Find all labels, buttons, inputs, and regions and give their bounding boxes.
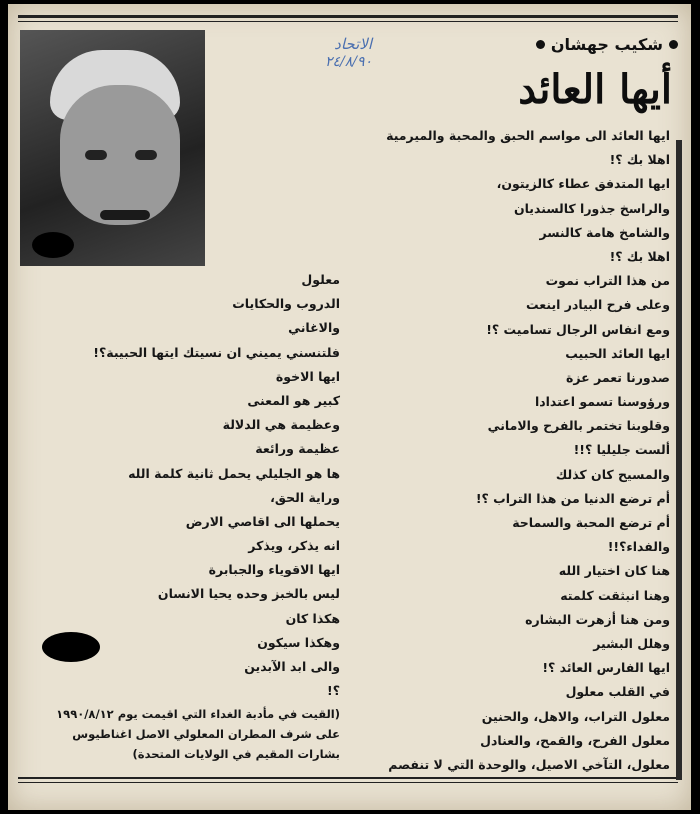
poem-line: والشامخ هامة كالنسر — [539, 224, 670, 240]
poem-line: وعلى فرح البيادر اينعت — [526, 297, 670, 313]
poem-line: عظيمة ورائعة — [255, 441, 340, 457]
poem-line: أم ترضع المحبة والسماحة — [512, 515, 670, 530]
author-name: شكيب جهشان — [550, 34, 663, 54]
poem-line: معلول، التآخي الاصيل، والوحدة التي لا تنفصم — [388, 756, 670, 772]
poem-line: والراسخ جذورا كالسنديان — [513, 200, 670, 216]
bullet-icon — [536, 40, 545, 49]
poem-line: ألست جليليا ؟!! — [573, 442, 670, 458]
poem-line: أم ترضع الدنيا من هذا التراب ؟! — [475, 490, 670, 506]
bullet-icon — [669, 40, 678, 49]
bottom-rule — [18, 777, 678, 779]
publication-date: ٢٤/٨/٩٠ — [324, 54, 372, 70]
ink-blot — [32, 232, 74, 258]
poem-line: ايها المتدفق عطاء كالزيتون، — [496, 176, 670, 192]
poem-line: وهنا انبثقت كلمته — [560, 587, 670, 603]
poem-line: انه يذكر، ويذكر — [248, 538, 340, 554]
poem-left-column — [20, 268, 340, 703]
poem-line: معلول — [301, 272, 340, 287]
publication-name: الاتحاد — [334, 35, 372, 53]
poem-line: معلول الفرح، والقمح، والعنادل — [480, 732, 670, 748]
poem-line: معلول التراب، والاهل، والحنين — [481, 708, 670, 724]
poem-line: فلتنسني يميني ان نسيتك ايتها الحبيبة؟! — [93, 344, 340, 360]
author-photo — [20, 30, 205, 266]
poem-line: ايها الفارس العائد ؟! — [542, 660, 670, 676]
author-byline — [536, 32, 678, 56]
column-edge-shadow — [676, 140, 682, 780]
poem-line: ومن هنا أزهرت البشاره — [525, 611, 670, 627]
poem-line: هنا كان اختيار الله — [558, 563, 670, 579]
bottom-rule-thin — [18, 782, 678, 783]
poem-line: ليس بالخبز وحده يحيا الانسان — [157, 586, 340, 602]
headline: أيها العائد — [518, 66, 672, 113]
poem-line: من هذا التراب نموت — [545, 273, 670, 289]
top-rule-thin — [18, 21, 678, 22]
poem-line: وهكذا سيكون — [257, 634, 340, 650]
poem-right-column — [360, 124, 670, 777]
poem-line: كبير هو المعنى — [247, 392, 340, 408]
poem-line: ها هو الجليلي يحمل ثانية كلمة الله — [128, 465, 340, 481]
poem-line: في القلب معلول — [565, 684, 670, 700]
poem-line: ؟! — [327, 683, 340, 699]
poem-line: ايها العائد الحبيب — [565, 345, 670, 361]
footnote: (القيت في مأدبة الغداء التي اقيمت يوم ١٩٩٠/٨/١٢ على شرف المطران المعلولي الاصل اغناطيوس بشارات المقيم في الولايات المتحدة) — [56, 707, 340, 761]
poem-line: والفداء؟!! — [607, 539, 670, 555]
poem-line: اهلا بك ؟! — [609, 152, 670, 168]
poem-line: وقلوبنا تختمر بالفرح والاماني — [487, 418, 670, 434]
poem-line: وراية الحق، — [270, 489, 340, 505]
poem-line: يحملها الى اقاصي الارض — [185, 513, 340, 529]
poem-line: ايها العائد الى مواسم الحبق والمحبة والميرمية — [386, 128, 670, 143]
poem-line: ايها الاقوياء والجبابرة — [208, 562, 340, 578]
poem-line: والاغاني — [288, 320, 340, 336]
poem-line: والمسيح كان كذلك — [555, 466, 670, 482]
top-rule — [18, 15, 678, 18]
poem-line: ورؤوسنا تسمو اعتدادا — [534, 394, 670, 410]
poem-line: هكذا كان — [285, 610, 340, 626]
poem-line: وعظيمة هي الدلالة — [222, 417, 340, 433]
poem-line: صدورنا تعمر عزة — [566, 369, 670, 385]
poem-line: وهلل البشير — [593, 635, 670, 651]
poem-line: الدروب والحكايات — [232, 296, 340, 312]
poem-line: ايها الاخوة — [275, 368, 340, 384]
poem-line: اهلا بك ؟! — [609, 248, 670, 264]
poem-line: والى ابد الآبدين — [244, 659, 340, 674]
poem-line: ومع انفاس الرجال تساميت ؟! — [486, 321, 670, 337]
